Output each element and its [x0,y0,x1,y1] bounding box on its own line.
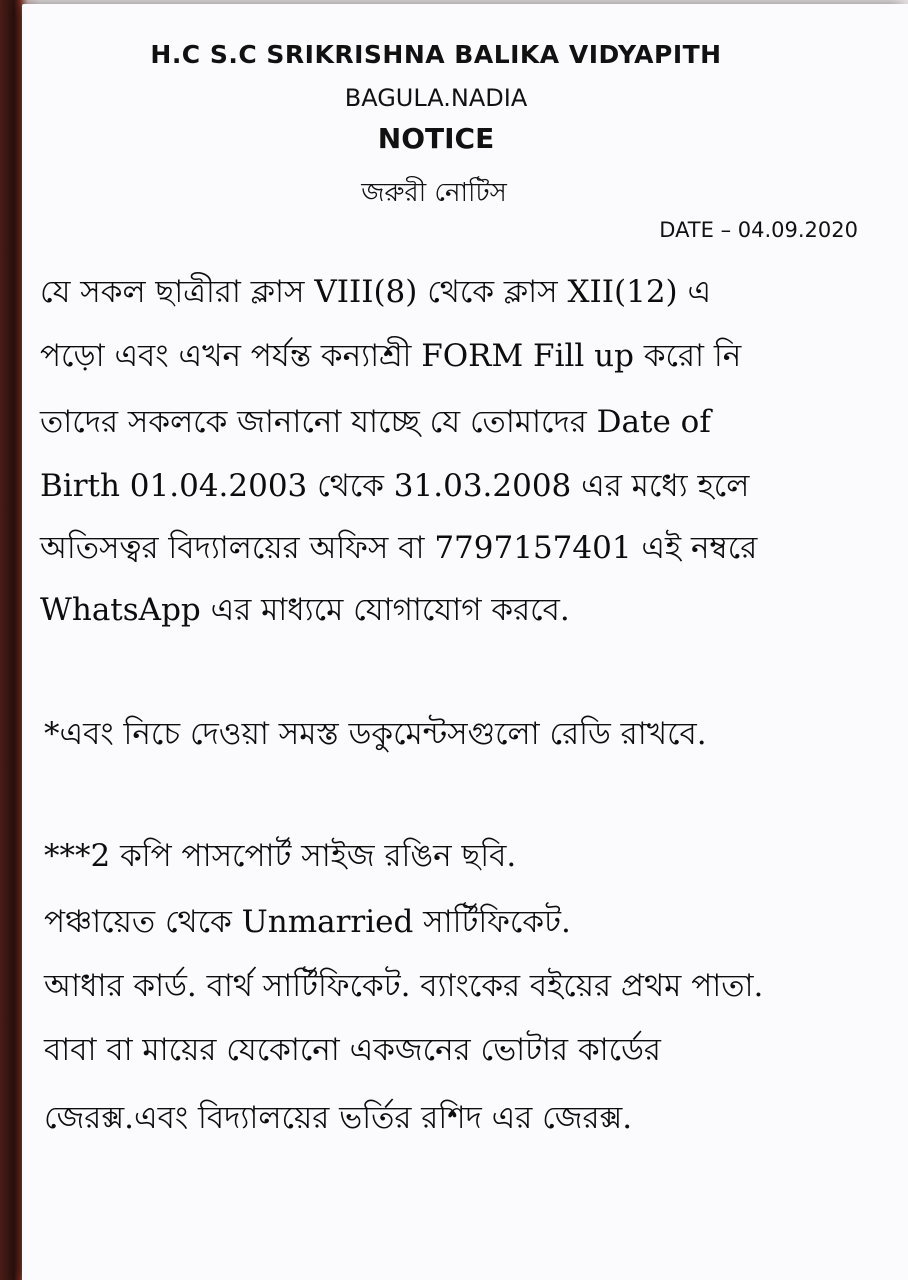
body-line: তাদের সকলকে জানানো যাচ্ছে যে তোমাদের Date of [40,404,711,440]
document-line: জেরক্স.এবং বিদ্যালয়ের ভর্তির রশিদ এর জেরক্স. [44,1100,633,1136]
body-line: WhatsApp এর মাধ্যমে যোগাযোগ করবে. [40,592,570,628]
body-line: যে সকল ছাত্রীরা ক্লাস VIII(8) থেকে ক্লাস XII(12) এ [40,274,712,310]
documents-note: *এবং নিচে দেওয়া সমস্ত ডকুমেন্টসগুলো রেডি রাখবে. [44,716,707,752]
school-name: H.C S.C SRIKRISHNA BALIKA VIDYAPITH [150,40,722,69]
school-location: BAGULA.NADIA [344,84,528,112]
document-line: বাবা বা মায়ের যেকোনো একজনের ভোটার কার্ডের [44,1032,661,1068]
document-line: আধার কার্ড. বার্থ সার্টিফিকেট. ব্যাংকের বইয়ের প্রথম পাতা. [44,968,764,1004]
document-line: পঞ্চায়েত থেকে Unmarried সার্টিফিকেট. [44,904,571,940]
notice-heading: NOTICE [377,122,495,155]
notice-heading-bengali: জরুরী নোটিস [361,178,507,208]
document-line: ***2 কপি পাসপোর্ট সাইজ রঙিন ছবি. [44,838,517,874]
body-line: Birth 01.04.2003 থেকে 31.03.2008 এর মধ্যে হলে [40,468,750,504]
notice-date: DATE – 04.09.2020 [659,218,858,242]
body-line: পড়ো এবং এখন পর্যন্ত কন্যাশ্রী FORM Fill up করো নি [40,338,742,374]
body-line: অতিসত্বর বিদ্যালয়ের অফিস বা 7797157401 এই নম্বরে [40,530,758,566]
